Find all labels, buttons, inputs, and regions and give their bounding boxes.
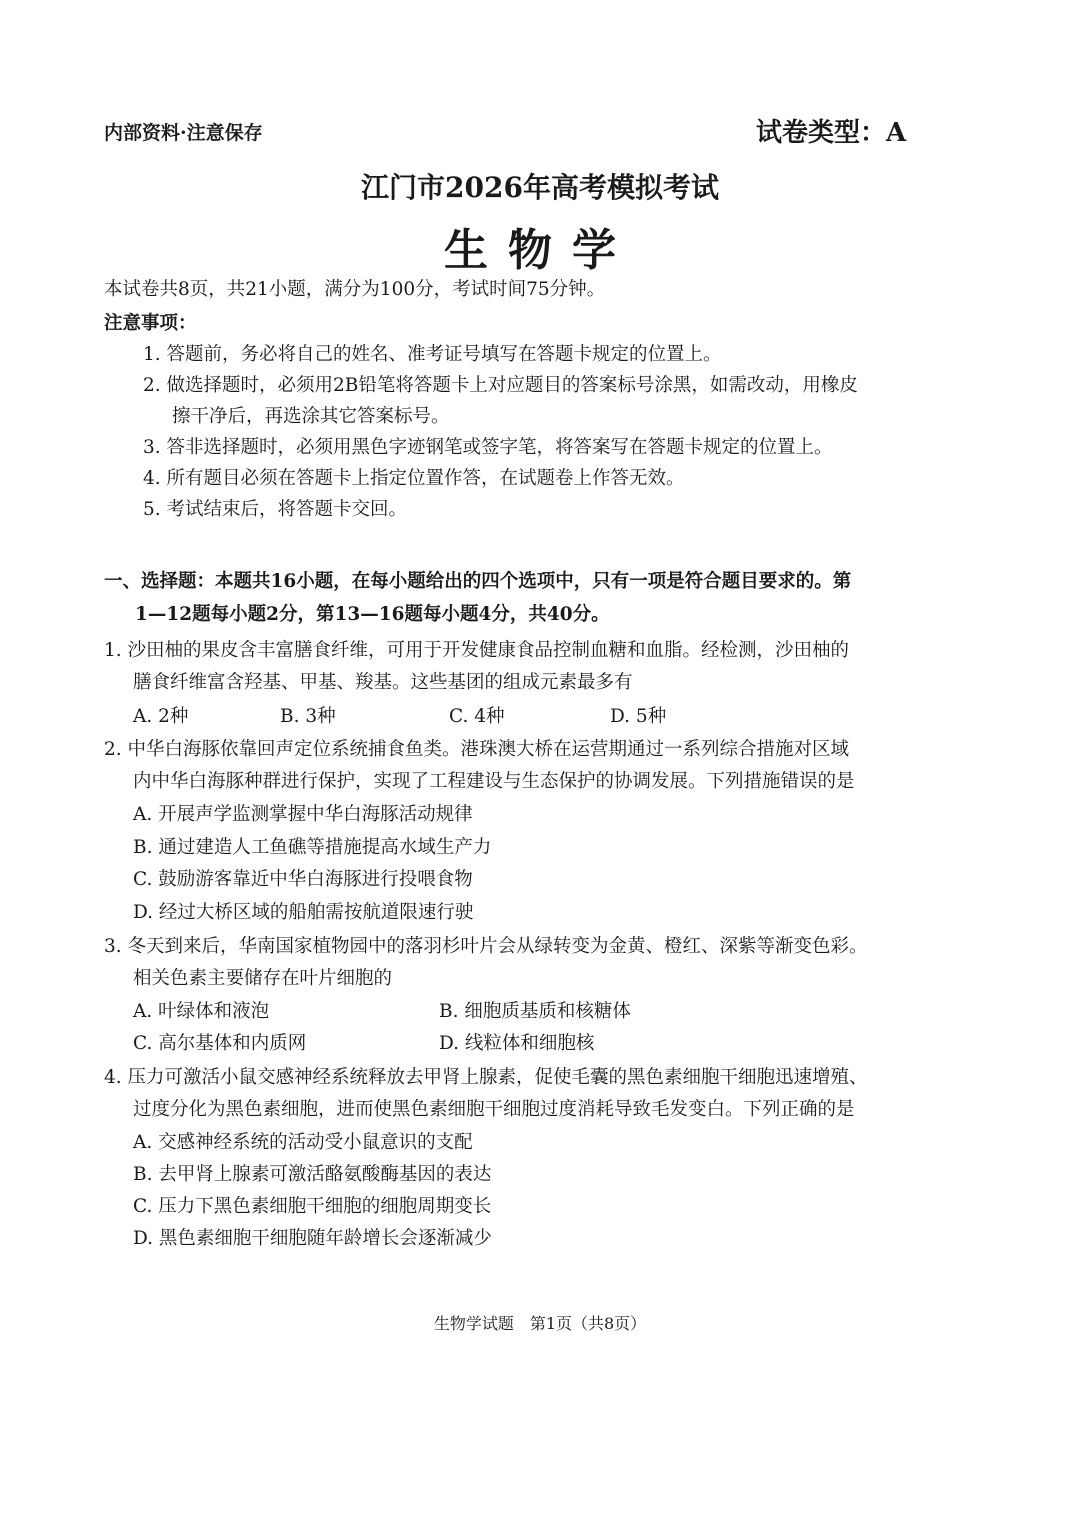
note-item: 5. 考试结束后，将答题卡交回。 <box>143 499 408 520</box>
question-2-option-b: B. 通过建造人工鱼礁等措施提高水域生产力 <box>133 837 492 858</box>
question-4-stem: 4. 压力可激活小鼠交感神经系统释放去甲肾上腺素，促使毛囊的黑色素细胞干细胞迅速增殖、 <box>104 1067 868 1088</box>
question-2-stem: 内中华白海豚种群进行保护，实现了工程建设与生态保护的协调发展。下列措施错误的是 <box>133 771 855 792</box>
question-3-stem: 相关色素主要储存在叶片细胞的 <box>133 968 393 989</box>
confidential-label: 内部资料·注意保存 <box>104 122 263 144</box>
question-4-option-a: A. 交感神经系统的活动受小鼠意识的支配 <box>133 1132 473 1153</box>
note-item: 擦干净后，再选涂其它答案标号。 <box>172 406 450 427</box>
question-1-stem: 膳食纤维富含羟基、甲基、羧基。这些基团的组成元素最多有 <box>133 672 633 693</box>
question-1-option-a: A. 2种 <box>133 706 189 727</box>
section-heading: 一、选择题：本题共16小题，在每小题给出的四个选项中，只有一项是符合题目要求的。第 <box>104 571 852 592</box>
page-footer: 生物学试题 第1页（共8页） <box>433 1314 647 1333</box>
question-2-stem: 2. 中华白海豚依靠回声定位系统捕食鱼类。港珠澳大桥在运营期通过一系列综合措施对区域 <box>104 739 850 760</box>
question-3-stem: 3. 冬天到来后，华南国家植物园中的落羽杉叶片会从绿转变为金黄、橙红、深紫等渐变色彩。 <box>104 936 868 957</box>
question-1-option-d: D. 5种 <box>610 706 667 727</box>
note-item: 1. 答题前，务必将自己的姓名、准考证号填写在答题卡规定的位置上。 <box>143 344 722 365</box>
question-3-option-c: C. 高尔基体和内质网 <box>133 1033 307 1054</box>
question-4-stem: 过度分化为黑色素细胞，进而使黑色素细胞干细胞过度消耗导致毛发变白。下列正确的是 <box>133 1099 855 1120</box>
notes-heading: 注意事项： <box>104 313 197 334</box>
question-4-option-d: D. 黑色素细胞干细胞随年龄增长会逐渐减少 <box>133 1228 492 1249</box>
question-1-option-b: B. 3种 <box>280 706 336 727</box>
question-3-option-d: D. 线粒体和细胞核 <box>439 1033 595 1054</box>
question-3-option-b: B. 细胞质基质和核糖体 <box>439 1001 631 1022</box>
note-item: 4. 所有题目必须在答题卡上指定位置作答，在试题卷上作答无效。 <box>143 468 685 489</box>
exam-intro: 本试卷共8页，共21小题，满分为100分，考试时间75分钟。 <box>104 279 606 300</box>
question-2-option-c: C. 鼓励游客靠近中华白海豚进行投喂食物 <box>133 869 473 890</box>
question-1-option-c: C. 4种 <box>449 706 505 727</box>
question-4-option-b: B. 去甲肾上腺素可激活酪氨酸酶基因的表达 <box>133 1164 492 1185</box>
question-3-option-a: A. 叶绿体和液泡 <box>133 1001 270 1022</box>
paper-type: 试卷类型：A <box>756 118 907 148</box>
subject-title: 生物学 <box>444 225 636 276</box>
question-2-option-d: D. 经过大桥区域的船舶需按航道限速行驶 <box>133 902 474 923</box>
question-4-option-c: C. 压力下黑色素细胞干细胞的细胞周期变长 <box>133 1196 492 1217</box>
exam-title: 江门市2026年高考模拟考试 <box>361 171 719 204</box>
section-heading-cont: 1—12题每小题2分，第13—16题每小题4分，共40分。 <box>135 604 610 625</box>
note-item: 3. 答非选择题时，必须用黑色字迹钢笔或签字笔，将答案写在答题卡规定的位置上。 <box>143 437 833 458</box>
question-2-option-a: A. 开展声学监测掌握中华白海豚活动规律 <box>133 804 473 825</box>
question-1-stem: 1. 沙田柚的果皮含丰富膳食纤维，可用于开发健康食品控制血糖和血脂。经检测，沙田柚的 <box>104 640 850 661</box>
note-item: 2. 做选择题时，必须用2B铅笔将答题卡上对应题目的答案标号涂黑，如需改动，用橡皮 <box>143 375 858 396</box>
